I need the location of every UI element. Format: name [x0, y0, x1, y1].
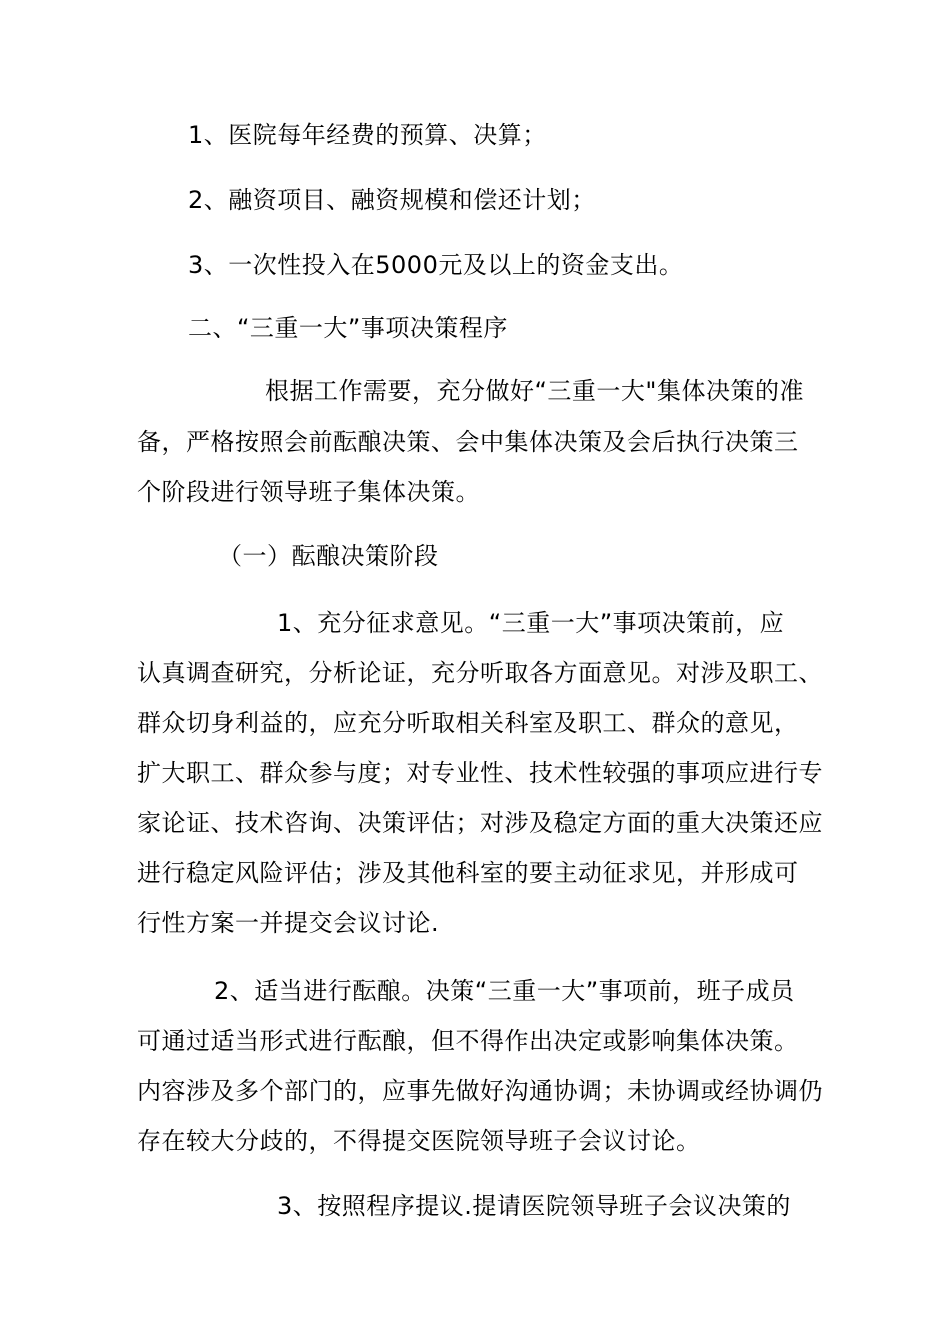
paragraph-line: 1、充分征求意见。“三重一大”事项决策前，应: [277, 609, 785, 637]
intro-paragraph-line: 个阶段进行领导班子集体决策。: [137, 478, 480, 506]
list-item-budget: 1、医院每年经费的预算、决算；: [188, 121, 547, 149]
paragraph-line: 3、按照程序提议.提请医院领导班子会议决策的: [277, 1192, 791, 1220]
list-item-financing: 2、融资项目、融资规模和偿还计划；: [188, 186, 596, 214]
intro-paragraph-line: 备，严格按照会前酝酿决策、会中集体决策及会后执行决策三: [137, 428, 799, 456]
paragraph-line: 进行稳定风险评估；涉及其他科室的要主动征求见，并形成可: [137, 859, 799, 887]
paragraph-line: 内容涉及多个部门的，应事先做好沟通协调；未协调或经协调仍: [137, 1077, 823, 1105]
section-heading: 二、“三重一大”事项决策程序: [188, 314, 508, 342]
paragraph-line: 存在较大分歧的，不得提交医院领导班子会议讨论。: [137, 1127, 701, 1155]
paragraph-line: 2、适当进行酝酿。决策“三重一大”事项前，班子成员: [214, 977, 795, 1005]
paragraph-line: 认真调查研究，分析论证，充分听取各方面意见。对涉及职工、: [137, 659, 823, 687]
list-item-expenditure: 3、一次性投入在5000元及以上的资金支出。: [188, 251, 684, 279]
subsection-heading: （一）酝酿决策阶段: [218, 542, 439, 570]
paragraph-line: 群众切身利益的，应充分听取相关科室及职工、群众的意见，: [137, 709, 799, 737]
paragraph-line: 行性方案一并提交会议讨论.: [137, 909, 440, 937]
intro-paragraph-line: 根据工作需要，充分做好“三重一大"集体决策的准: [265, 377, 804, 405]
paragraph-line: 家论证、技术咨询、决策评估；对涉及稳定方面的重大决策还应: [137, 809, 823, 837]
paragraph-line: 可通过适当形式进行酝酿，但不得作出决定或影响集体决策。: [137, 1027, 799, 1055]
paragraph-line: 扩大职工、群众参与度；对专业性、技术性较强的事项应进行专: [137, 759, 823, 787]
